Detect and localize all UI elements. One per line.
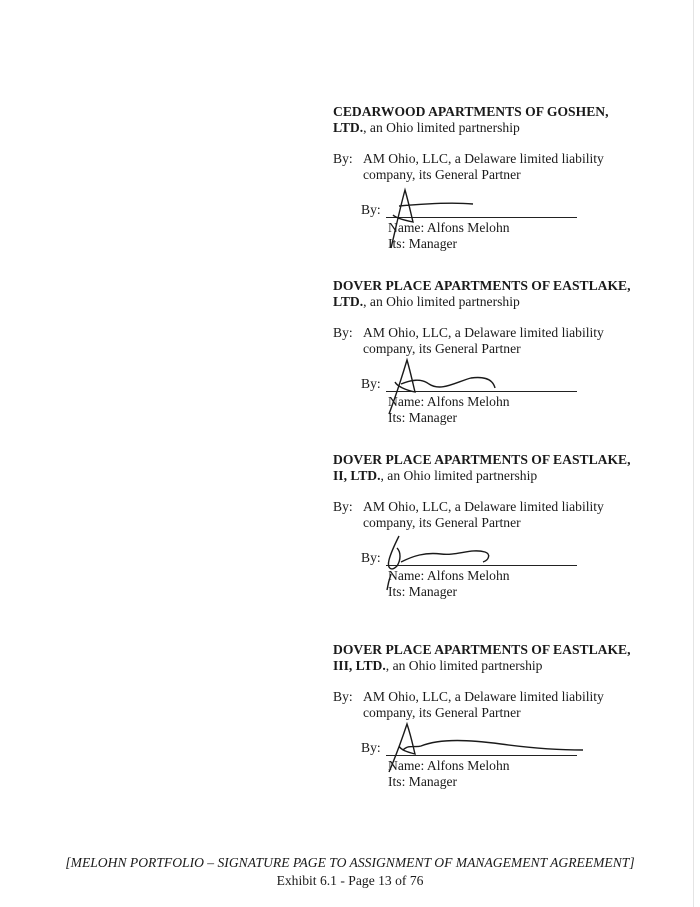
signature-block-dover-place-eastlake-iii xyxy=(333,642,633,790)
entity-description: , an Ohio limited partnership xyxy=(385,658,543,673)
entity-description: , an Ohio limited partnership xyxy=(363,294,520,309)
signature-by-label: By: xyxy=(361,376,381,391)
general-partner-line xyxy=(333,325,633,357)
signature-line xyxy=(333,372,633,391)
entity-name-bold: CEDARWOOD APARTMENTS OF GOSHEN, LTD. xyxy=(333,104,609,135)
entity-name-bold: DOVER PLACE APARTMENTS OF EASTLAKE, III, LTD. xyxy=(333,642,631,673)
signature-line xyxy=(333,546,633,565)
footer-page-number: Exhibit 6.1 - Page 13 of 76 xyxy=(276,873,424,888)
signature-block-dover-place-eastlake-ii xyxy=(333,452,633,600)
signature-line xyxy=(333,198,633,217)
general-partner-text: AM Ohio, LLC, a Delaware limited liability company, its General Partner xyxy=(363,325,604,356)
entity-name-bold: DOVER PLACE APARTMENTS OF EASTLAKE, II, LTD. xyxy=(333,452,631,483)
page-edge xyxy=(693,0,694,907)
general-partner-text: AM Ohio, LLC, a Delaware limited liability company, its General Partner xyxy=(363,151,604,182)
by-label: By: xyxy=(333,499,353,514)
entity-name-bold: DOVER PLACE APARTMENTS OF EASTLAKE, LTD. xyxy=(333,278,631,309)
general-partner-text: AM Ohio, LLC, a Delaware limited liability company, its General Partner xyxy=(363,689,604,720)
general-partner-line xyxy=(333,499,633,531)
signatory-title: Its: Manager xyxy=(388,774,458,789)
entity-description: , an Ohio limited partnership xyxy=(363,120,520,135)
signatory-title: Its: Manager xyxy=(388,584,458,599)
footer-title: [MELOHN PORTFOLIO – SIGNATURE PAGE TO ASSIGNMENT OF MANAGEMENT AGREEMENT] xyxy=(65,855,635,870)
by-label: By: xyxy=(333,151,353,166)
signatory-name: Name: Alfons Melohn xyxy=(388,394,510,409)
signature-rule xyxy=(386,565,577,566)
signatory-title: Its: Manager xyxy=(388,410,458,425)
signature-by-label: By: xyxy=(361,550,381,565)
by-label: By: xyxy=(333,325,353,340)
entity-name xyxy=(333,452,633,484)
signature-by-label: By: xyxy=(361,740,381,755)
signature-rule xyxy=(386,755,577,756)
signature-by-label: By: xyxy=(361,202,381,217)
signatory-name: Name: Alfons Melohn xyxy=(388,220,510,235)
entity-description: , an Ohio limited partnership xyxy=(380,468,538,483)
by-label: By: xyxy=(333,689,353,704)
signatory-name: Name: Alfons Melohn xyxy=(388,758,510,773)
entity-name xyxy=(333,278,633,310)
entity-name xyxy=(333,104,633,136)
signature-rule xyxy=(386,217,577,218)
signatory-name: Name: Alfons Melohn xyxy=(388,568,510,583)
signature-line xyxy=(333,736,633,755)
signature-rule xyxy=(386,391,577,392)
signature-block-cedarwood-goshen xyxy=(333,104,633,252)
signature-block-dover-place-eastlake xyxy=(333,278,633,426)
general-partner-line xyxy=(333,151,633,183)
general-partner-text: AM Ohio, LLC, a Delaware limited liability company, its General Partner xyxy=(363,499,604,530)
signatory-title: Its: Manager xyxy=(388,236,458,251)
general-partner-line xyxy=(333,689,633,721)
entity-name xyxy=(333,642,633,674)
